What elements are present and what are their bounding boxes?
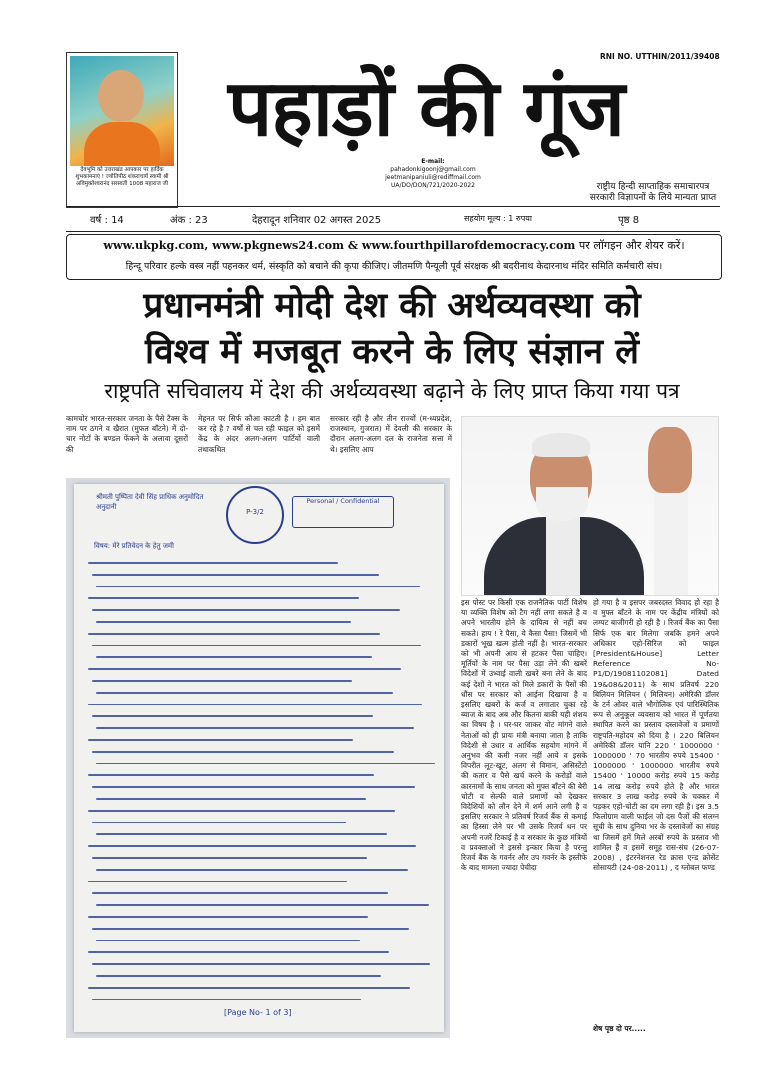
handwriting-stroke (96, 586, 420, 588)
letter-stamp-circle (226, 486, 284, 544)
article-column-4 (461, 598, 587, 1038)
tagline-line-1: राष्ट्रीय हिन्दी साप्ताहिक समाचारपत्र (596, 182, 710, 192)
website-suffix: पर लॉगइन और शेयर करें। (575, 239, 685, 252)
letter-header-text: श्रीमती पुष्पिता देवी सिंह प्राधिक अनुमोदित अनुदानी (96, 493, 204, 511)
letter-subject-line: विषय: मेरे प्रतिवेदन के हेतु जमी (94, 542, 174, 550)
letter-photo (66, 478, 450, 1038)
article-column-5 (593, 598, 719, 1024)
rni-number: RNI NO. UTTHIN/2011/39408 (600, 52, 720, 61)
stamp-circle-text: P-3/2 (246, 508, 264, 516)
handwriting-stroke (96, 869, 408, 871)
handwriting-stroke (92, 822, 346, 824)
photo-hand-shape (648, 427, 692, 493)
article-column-2 (198, 414, 320, 474)
handwriting-stroke (92, 963, 430, 965)
website-links[interactable]: www.ukpkg.com, www.pkgnews24.com & www.fourthpillarofdemocracy.com (103, 238, 576, 252)
handwriting-stroke (92, 574, 379, 576)
handwriting-stroke (92, 999, 361, 1001)
founder-photo (70, 56, 174, 166)
handwriting-stroke (96, 727, 414, 729)
handwriting-stroke (92, 645, 421, 647)
handwriting-stroke (96, 692, 393, 694)
headline-line-2: विश्व में मजबूत करने के लिए संज्ञान लें (145, 332, 639, 372)
column-5-text: हो गया है व इसपर जबरदस्त विवाद हो रहा है व मुफ्त बाँटने के नाम पर केंद्रीय मंत्रियों को लम्पट बाजीगरी हो रही है । रिजर्व बैंक का पैसा सिर्फ एक बार मिलेगा जबकि हमने अपने अधिकार एहो-सिरिज को फाइल [President&House] Letter Reference No-P1/D/19081102081] Dated 19&08&2011) के साथ प्रतिवर्ष 220 बिलियन मिलियन ( मिलियन) अमेरिकी डॉलर के टर्न ओवर वाले भौगोलिक एवं पारिस्थितिक रूप से अनुकूल व्यवसाय को भारत में पूर्णतया स्थापित करने का प्रस्ताव दस्तावेजों व प्रमाणों राष्ट्रपति-महोदय को दिया है । 220 बिलियन अमेरिकी डॉलर यानि 220 ' 1000000 ' 1000000 ' 70 भारतीय रुपये 15400 ' 1000000 ' 1000000 भारतीय रुपये 15400 ' 10000 करोड़ रुपये 15 करोड़ 14 लाख करोड़ रुपये होते है और भारत सरकार 3 लाख करोड़ रुपये के चक्कर में पड़कर एहो-चोटी का दम लगा रही है। इस 3.5 फिलोग्राम वाली फाईल जो दस पैजों की संलग्न सूची के साथ दुनिया भर के दस्तावेजों का संग्रह था जिसमें हमें मिले अरबों रुपये के प्रस्ताव भी शामिल हैं व इसमें समूह रास-संघ (26-07-2008) , इंटरनेशनल रेड क्रास एन्ड क्रोसेंट सोसायटी (24-08-2011) , द ग्लोबल फण्ड (593, 598, 719, 873)
newspaper-title: पहाड़ों की गूंज (228, 64, 625, 154)
registration-no: UA/DO/DON/721/2020-2022 (391, 182, 475, 189)
email-2: jeetmanipaniuli@rediffmail.com (385, 174, 481, 181)
founder-photo-box (66, 52, 178, 208)
handwriting-stroke (88, 562, 338, 564)
tagline-line-2: सरकारी विज्ञापनों के लिये मान्यता प्राप्त (589, 193, 717, 203)
handwriting-stroke (92, 715, 373, 717)
tagline (578, 182, 728, 204)
handwriting-stroke (88, 810, 395, 812)
handwriting-stroke (96, 940, 360, 942)
dateline-bar (66, 206, 720, 232)
handwriting-stroke (88, 597, 359, 599)
article-column-1 (66, 414, 188, 474)
letter-stamp-box: Personal / Confidential (292, 496, 394, 528)
handwriting-stroke (92, 928, 409, 930)
handwriting-stroke (92, 751, 394, 753)
photo-hair-shape (532, 433, 590, 457)
appeal-line: हिन्दू परिवार हल्के वस्त्र नहीं पहनकर धर्म, संस्कृति को बचाने की कृपा कीजिए। जीतमणि पैन्यूली पूर्व संरक्षक श्री बदरीनाथ केदारनाथ मंदिर समिति कर्मचारी संघ। (125, 261, 663, 272)
letter-page-note: [Page No- 1 of 3] (224, 1008, 292, 1017)
handwriting-stroke (96, 621, 351, 623)
article-column-3 (330, 414, 452, 474)
handwriting-stroke (92, 609, 400, 611)
handwriting-stroke (88, 633, 380, 635)
column-4-text: इस पोस्ट पर किसी एक राजनैतिक पार्टी विशेष या व्यक्ति विशेष को टैग नहीं लगा सकते है व अपने भारतीय होने के दायित्व से नहीं बच सकते। हाय ! रे पैसा, ये कैसा पैसा! जिसमें भी डकारों भूख खत्म होती नहीं है। भारत-सरकार को भी अपनी आय से हटकर पैसा चाहिए। मूर्तियों के नाम पर पैसा उड़ा लेने की खबरें विदेशों में उभ्वाई वाली खबरें बना लेने के बाद कई देशों ने भारत को मिले डकारों के पैसों की धौंस पर सरकार को आईना दिखाया है व इसलिए खबरों के कर्ज व लगातार चुका रहे ब्याज के बाद अब और कितना बाकी यही शंशय का विषय है । घर-घर जाकर वोट मांगने वाले नेताओं को ही प्रायः मंत्री बनाया जाता है ताकि विदेशी से उधार व आर्थिक सहयोग मांगने में अनुभव की कमी नजर नहीं आये व इसके विपरीत लूट-खूट, अलग से विमान, असिस्टेंटो की कतार व पैसे खर्च करने के करोड़ों वाले कारनामों के साथ जनता को मुफ्त बाँटने की बेरी चोटी व सेल्फी वाले प्रमाणों को देखकर विदेशियों को लौन देने में शर्म आने लगी है व इसलिए सरकार ने प्रतिवर्ष रिजर्व बैंक से कमाई का हिस्सा लेने पर भी उसके रिजर्व धन पर अपनी नजरें टिकाई है व सरकार के कुछ मंत्रियों व प्रवक्ताओं ने इससे इन्कार किया है परन्तु रिजर्व बैंक के गवर्नर और उप गवर्नर के इस्तीफे के बाद मामला ज्यादा पेचीदा (461, 598, 587, 873)
photo-caption: देवभूमि को उत्तराखंड आपकार पर हार्दिक शुभकामनाएं ! ज्योतिपीठ शंकराचार्य स्वामी श्री अविमुक्तेश्वरानंद सरस्वती 1008 महाराज जी (75, 167, 169, 187)
handwriting-stroke (88, 739, 353, 741)
handwriting-stroke (88, 916, 368, 918)
subheadline: राष्ट्रपति सचिवालय में देश की अर्थव्यवस्था बढ़ाने के लिए प्राप्त किया गया पत्र (104, 379, 680, 403)
handwriting-stroke (88, 951, 389, 953)
pm-photo (461, 416, 719, 596)
handwriting-stroke (96, 833, 387, 835)
column-2-text: मेहनत पर सिर्फ कौआ काटती है । हम बात कर रहे है ? वर्षों से चल रही फाइल को इसमें केंद्र के अंदर अलग-अलग पार्टियों वाली तथाकथित (198, 414, 320, 454)
handwriting-stroke (92, 857, 367, 859)
issue-label: अंक : 23 (170, 215, 208, 226)
handwriting-stroke (88, 881, 347, 883)
handwriting-stroke (92, 680, 352, 682)
photo-face-shape (98, 70, 144, 122)
handwriting-stroke (96, 975, 381, 977)
continued-note: शेष पृष्ठ दो पर..... (593, 1024, 646, 1033)
handwriting-stroke (88, 987, 410, 989)
handwriting-stroke (96, 904, 429, 906)
price-label: सहयोग मूल्य : 1 रुपया (464, 214, 532, 223)
handwriting-stroke (92, 892, 388, 894)
headline-line-1: प्रधानमंत्री मोदी देश की अर्थव्यवस्था को (143, 286, 641, 326)
photo-arm-shape (654, 487, 688, 596)
email-block (358, 158, 508, 190)
handwriting-stroke (88, 704, 422, 706)
email-label: E-mail: (421, 158, 445, 165)
email-1: pahadonkigoonj@gmail.com (390, 166, 476, 173)
photo-shirt-shape (546, 517, 580, 596)
page-label: पृष्ठ 8 (618, 215, 640, 226)
handwriting-stroke (88, 845, 416, 847)
website-box (66, 234, 722, 280)
handwriting-stroke (96, 656, 372, 658)
website-line (67, 238, 721, 253)
handwriting-stroke (88, 774, 374, 776)
handwriting-stroke (96, 763, 435, 765)
column-1-text: कामचोर भारत-सरकार जनता के पैसे टैक्स के नाम पर ठगने व खैरात (मुफत बाँटने) में दो-चार नोटों के बण्डल फेंकने के अलावा दूसरों की (66, 414, 188, 454)
handwriting-stroke (88, 668, 401, 670)
photo-beard-shape (536, 487, 588, 521)
year-label: वर्ष : 14 (90, 215, 124, 226)
handwriting-stroke (92, 786, 415, 788)
letter-paper (74, 484, 444, 1032)
photo-robe-shape (84, 122, 160, 166)
handwriting-stroke (96, 798, 366, 800)
date-label: देहरादून शनिवार 02 अगस्त 2025 (252, 215, 382, 226)
column-3-text: सरकार रही है और तीन राज्यों (म-ध्यप्रदेश, राजस्थान, गुजरात) में देवली की सरकार के दौरान अलग-अलग दल के राजनेता सत्ता में थे। इसलिए आप (330, 414, 452, 454)
